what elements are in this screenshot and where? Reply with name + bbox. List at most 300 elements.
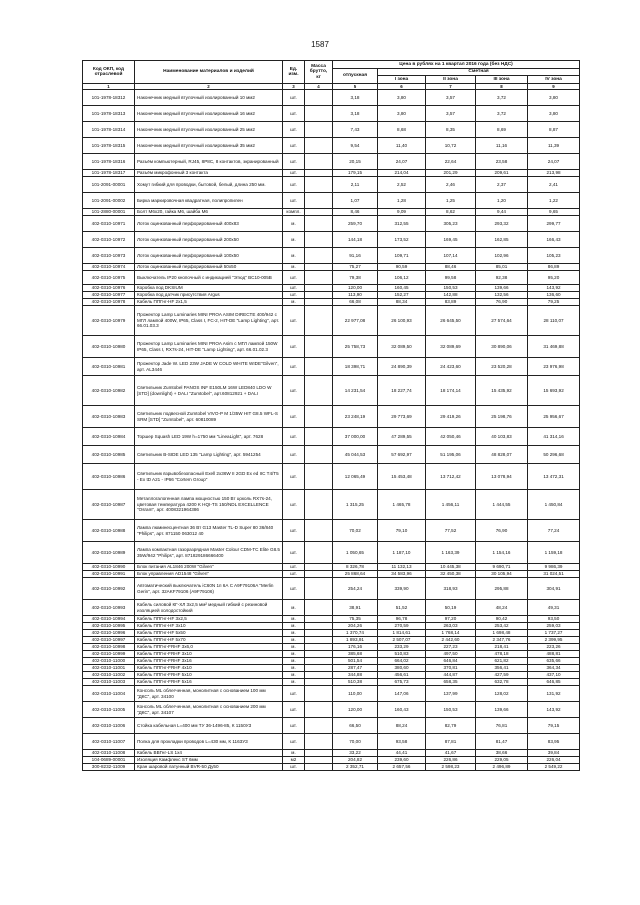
row-price-zone2: 51 195,06 <box>426 446 476 464</box>
row-code: 402-0310-10992 <box>83 578 135 600</box>
row-unit: м. <box>283 616 305 623</box>
row-price-zone1: 109,71 <box>378 248 426 264</box>
row-name: Кабель ППГнг-FRHF 5х16 <box>135 679 283 686</box>
row-price-zone2: 32 089,69 <box>426 336 476 358</box>
row-price-zone1: 270,59 <box>378 623 426 630</box>
row-price-zone1: 18 227,74 <box>378 376 426 406</box>
row-unit: м. <box>283 630 305 637</box>
row-name: Кабель силовой КГ-ХЛ 3х2,5 мм² медный гибкий с резиновой изоляцией холодостойкий <box>135 600 283 616</box>
row-price-zone4: 41 314,16 <box>528 428 580 446</box>
row-name: Болт М6х20, гайка М6, шайба М6 <box>135 209 283 216</box>
row-unit: шт. <box>283 564 305 571</box>
col-zone3-header: III зона <box>476 76 528 84</box>
table-row <box>83 623 580 630</box>
row-mass <box>305 271 333 285</box>
col-release-header: отпускная <box>333 69 378 84</box>
table-row <box>83 264 580 271</box>
row-price-zone1: 2,52 <box>378 177 426 193</box>
row-price-release: 501,54 <box>333 658 378 665</box>
row-price-zone3: 295,88 <box>476 578 528 600</box>
col-mass-header: Масса брутто, кг <box>305 61 333 84</box>
row-name: Лоток оцинкованный перфорированный 400х83 <box>135 216 283 232</box>
column-index: 1 <box>83 84 135 90</box>
row-mass <box>305 358 333 376</box>
row-price-zone4: 93,50 <box>528 616 580 623</box>
row-price-zone3: 15 435,92 <box>476 376 528 406</box>
row-price-zone4: 8,87 <box>528 122 580 138</box>
row-unit: м. <box>283 672 305 679</box>
row-price-zone2: 18 174,14 <box>426 376 476 406</box>
row-price-zone1: 147,06 <box>378 686 426 702</box>
table-row <box>83 651 580 658</box>
row-mass <box>305 248 333 264</box>
row-unit: шт. <box>283 193 305 209</box>
row-price-zone1: 34 583,96 <box>378 571 426 578</box>
row-code: 101-1978-18314 <box>83 122 135 138</box>
row-mass <box>305 264 333 271</box>
table-row <box>83 336 580 358</box>
row-price-zone3: 9,44 <box>476 209 528 216</box>
row-price-zone1: 233,29 <box>378 644 426 651</box>
row-name: Наконечник медный втулочный изолированный 25 мм2 <box>135 122 283 138</box>
row-price-zone1: 96,78 <box>378 616 426 623</box>
row-mass <box>305 90 333 106</box>
row-code: 101-1978-18313 <box>83 106 135 122</box>
row-price-zone4: 304,91 <box>528 578 580 600</box>
row-price-zone4: 25 956,67 <box>528 406 580 428</box>
row-price-release: 70,00 <box>333 734 378 750</box>
row-name: Кабель ППГнг-HF 5х70 <box>135 637 283 644</box>
row-unit: шт. <box>283 686 305 702</box>
row-price-zone2: 41,67 <box>426 750 476 757</box>
row-price-zone3: 427,59 <box>476 672 528 679</box>
row-name: Кабель ППГнг-FRHF 4х10 <box>135 665 283 672</box>
table-row <box>83 718 580 734</box>
row-price-release: 120,00 <box>333 285 378 292</box>
table-row <box>83 665 580 672</box>
table-row <box>83 764 580 771</box>
row-price-zone3: 293,32 <box>476 216 528 232</box>
table-row <box>83 637 580 644</box>
row-price-zone1: 44,41 <box>378 750 426 757</box>
column-index: 9 <box>528 84 580 90</box>
row-price-zone3: 218,41 <box>476 644 528 651</box>
table-row <box>83 271 580 285</box>
row-name: Светильник взрывобезопасный Exell 2х36W II 2GD Ex ed IIC T4/T5 - Ex tD A21 - IP66 "Cortem Group" <box>135 464 283 490</box>
row-price-zone4: 28 110,07 <box>528 306 580 336</box>
row-mass <box>305 616 333 623</box>
row-price-release: 8 326,78 <box>333 564 378 571</box>
row-unit: шт. <box>283 464 305 490</box>
row-mass <box>305 564 333 571</box>
row-mass <box>305 122 333 138</box>
row-price-release: 204,82 <box>333 757 378 764</box>
row-price-zone1: 173,52 <box>378 232 426 248</box>
row-price-zone2: 2 442,60 <box>426 637 476 644</box>
row-price-release: 1 050,65 <box>333 542 378 564</box>
row-price-zone1: 88,34 <box>378 299 426 306</box>
row-mass <box>305 193 333 209</box>
row-price-zone2: 88,46 <box>426 264 476 271</box>
row-mass <box>305 630 333 637</box>
row-price-zone4: 83,95 <box>528 734 580 750</box>
row-unit: м. <box>283 658 305 665</box>
table-row <box>83 757 580 764</box>
row-price-zone4: 3,80 <box>528 90 580 106</box>
row-mass <box>305 644 333 651</box>
row-price-zone4: 364,34 <box>528 665 580 672</box>
row-code: 402-0310-10971 <box>83 216 135 232</box>
row-mass <box>305 672 333 679</box>
row-unit: шт. <box>283 428 305 446</box>
row-code: 101-2091-00002 <box>83 193 135 209</box>
row-unit: шт. <box>283 718 305 734</box>
row-price-zone1: 15 453,48 <box>378 464 426 490</box>
row-price-release: 66,08 <box>333 299 378 306</box>
row-price-zone4: 213,98 <box>528 170 580 177</box>
column-index: 3 <box>283 84 305 90</box>
row-code: 402-0310-10979 <box>83 306 135 336</box>
row-price-zone2: 370,81 <box>426 665 476 672</box>
row-name: Кабель ППГнг-FRHF 3х16 <box>135 658 283 665</box>
col-name-header: Наименование материалов и изделий <box>135 61 283 84</box>
row-price-zone4: 77,24 <box>528 520 580 542</box>
row-mass <box>305 406 333 428</box>
row-price-zone1: 11 132,13 <box>378 564 426 571</box>
row-code: 402-0310-10988 <box>83 520 135 542</box>
row-price-zone3: 229,05 <box>476 757 528 764</box>
row-price-release: 3,18 <box>333 90 378 106</box>
table-row <box>83 520 580 542</box>
row-price-release: 344,88 <box>333 672 378 679</box>
row-name: Наконечник медный втулочный изолированный 16 мм2 <box>135 106 283 122</box>
row-price-zone4: 223,26 <box>528 644 580 651</box>
row-price-zone4: 11,39 <box>528 138 580 154</box>
row-code: 402-0310-10994 <box>83 616 135 623</box>
row-price-zone4: 24,07 <box>528 154 580 170</box>
row-price-zone2: 2 598,23 <box>426 764 476 771</box>
row-code: 101-1978-18312 <box>83 90 135 106</box>
row-price-release: 510,38 <box>333 679 378 686</box>
row-unit: шт. <box>283 154 305 170</box>
col-estimate-header: Сметная <box>378 69 580 76</box>
row-price-zone4: 50 296,68 <box>528 446 580 464</box>
row-price-release: 23 248,19 <box>333 406 378 428</box>
row-code: 101-2091-00001 <box>83 177 135 193</box>
table-row <box>83 428 580 446</box>
row-price-zone3: 48,24 <box>476 600 528 616</box>
row-price-zone3: 1,20 <box>476 193 528 209</box>
row-unit: шт. <box>283 764 305 771</box>
row-code: 402-0310-10985 <box>83 446 135 464</box>
row-price-zone2: 226,86 <box>426 757 476 764</box>
row-price-release: 3,18 <box>333 106 378 122</box>
row-price-zone3: 632,78 <box>476 679 528 686</box>
row-price-release: 45 044,53 <box>333 446 378 464</box>
row-unit: м. <box>283 264 305 271</box>
row-name: Коробка под DKSIUM <box>135 285 283 292</box>
row-code: 101-1978-18315 <box>83 138 135 154</box>
row-unit: м. <box>283 679 305 686</box>
price-table-body <box>83 90 580 771</box>
row-price-zone1: 79,10 <box>378 520 426 542</box>
row-name: Коробка под датчик присутствия Argus <box>135 292 283 299</box>
row-price-zone2: 97,20 <box>426 616 476 623</box>
row-code: 402-0310-10978 <box>83 299 135 306</box>
row-price-zone3: 1 444,55 <box>476 490 528 520</box>
row-price-zone2: 263,03 <box>426 623 476 630</box>
row-mass <box>305 336 333 358</box>
table-row <box>83 734 580 750</box>
row-mass <box>305 578 333 600</box>
row-mass <box>305 292 333 299</box>
row-price-zone3: 30 890,06 <box>476 336 528 358</box>
row-price-release: 120,00 <box>333 702 378 718</box>
row-price-zone3: 1 154,16 <box>476 542 528 564</box>
row-price-zone2: 10,72 <box>426 138 476 154</box>
row-price-zone3: 85,01 <box>476 264 528 271</box>
row-price-zone2: 87,81 <box>426 734 476 750</box>
row-mass <box>305 138 333 154</box>
row-price-zone4: 3,80 <box>528 106 580 122</box>
row-price-zone2: 1 768,14 <box>426 630 476 637</box>
row-price-zone3: 356,41 <box>476 665 528 672</box>
row-code: 402-0310-11005 <box>83 702 135 718</box>
row-price-zone4: 136,60 <box>528 292 580 299</box>
row-price-zone2: 3,57 <box>426 90 476 106</box>
row-price-zone2: 8,35 <box>426 122 476 138</box>
row-price-zone3: 23 520,28 <box>476 358 528 376</box>
table-row <box>83 750 580 757</box>
row-price-zone2: 150,53 <box>426 285 476 292</box>
row-unit: м. <box>283 637 305 644</box>
table-row <box>83 90 580 106</box>
table-row <box>83 248 580 264</box>
row-name: Стойка кабельная L=400 мм ТУ 36-1496-85, К 1150УЗ <box>135 718 283 734</box>
row-price-zone1: 214,04 <box>378 170 426 177</box>
row-unit: шт. <box>283 542 305 564</box>
row-unit: шт. <box>283 285 305 292</box>
row-price-zone4: 86,89 <box>528 264 580 271</box>
row-name: Разъём компьютерный, RJ45, 8P8C, 8 контактов, экранированный <box>135 154 283 170</box>
row-name: Лампа люминесцентная 36 Вт G13 Master TL-D Super 80 36/840 "Philips", арт. 871150 063012 40 <box>135 520 283 542</box>
row-price-zone2: 13 712,42 <box>426 464 476 490</box>
row-unit: шт. <box>283 571 305 578</box>
row-price-zone3: 2 347,76 <box>476 637 528 644</box>
row-name: Хомут гибкий для проводки, бытовой, белый, длина 250 мм. <box>135 177 283 193</box>
row-mass <box>305 734 333 750</box>
row-price-zone3: 1 698,48 <box>476 630 528 637</box>
row-price-zone3: 132,56 <box>476 292 528 299</box>
row-mass <box>305 446 333 464</box>
row-price-zone4: 9,65 <box>528 209 580 216</box>
row-name: Наконечник медный втулочный изолированный 10 мм2 <box>135 90 283 106</box>
row-price-release: 113,90 <box>333 292 378 299</box>
row-price-zone3: 139,66 <box>476 702 528 718</box>
table-row <box>83 209 580 216</box>
table-row <box>83 686 580 702</box>
row-price-zone2: 137,99 <box>426 686 476 702</box>
row-price-zone1: 339,90 <box>378 578 426 600</box>
row-unit: шт. <box>283 177 305 193</box>
row-price-zone3: 81,47 <box>476 734 528 750</box>
row-price-zone1: 1 814,61 <box>378 630 426 637</box>
row-price-zone3: 76,90 <box>476 520 528 542</box>
row-price-zone4: 646,85 <box>528 679 580 686</box>
row-name: Светильник подвесной Zumtobel VIVO-P M 1/35W HIT G8.5 WFL-S SRM [STD] "Zumtobel", арт. 60810089 <box>135 406 283 428</box>
row-price-zone4: 1 737,27 <box>528 630 580 637</box>
row-code: 402-0310-10996 <box>83 630 135 637</box>
row-code: 402-0310-10998 <box>83 644 135 651</box>
row-price-release: 66,50 <box>333 718 378 734</box>
row-price-zone4: 1 159,18 <box>528 542 580 564</box>
row-name: Лоток оцинкованный перфорированный 200х50 <box>135 232 283 248</box>
row-price-zone1: 51,52 <box>378 600 426 616</box>
row-price-release: 22 977,08 <box>333 306 378 336</box>
row-mass <box>305 154 333 170</box>
row-price-zone4: 79,15 <box>528 718 580 734</box>
row-mass <box>305 464 333 490</box>
row-price-zone4: 13 472,31 <box>528 464 580 490</box>
table-row <box>83 358 580 376</box>
row-price-zone4: 2 549,22 <box>528 764 580 771</box>
row-code: 402-0310-10997 <box>83 637 135 644</box>
row-price-zone2: 42 050,46 <box>426 428 476 446</box>
page-number: 1587 <box>311 40 329 49</box>
row-price-release: 75,35 <box>333 616 378 623</box>
row-price-zone3: 90,42 <box>476 616 528 623</box>
row-price-zone4: 143,92 <box>528 702 580 718</box>
row-price-zone2: 29 419,26 <box>426 406 476 428</box>
row-price-zone3: 253,42 <box>476 623 528 630</box>
row-price-release: 7,43 <box>333 122 378 138</box>
row-mass <box>305 623 333 630</box>
row-mass <box>305 490 333 520</box>
row-code: 101-1978-18316 <box>83 154 135 170</box>
row-unit: шт. <box>283 106 305 122</box>
row-mass <box>305 428 333 446</box>
row-code: 104-0689-00001 <box>83 757 135 764</box>
row-price-zone2: 32 450,38 <box>426 571 476 578</box>
row-mass <box>305 520 333 542</box>
table-row <box>83 490 580 520</box>
row-name: Блок питания AL1846 200W "Gilven" <box>135 564 283 571</box>
row-price-release: 38,91 <box>333 600 378 616</box>
row-name: Светильник B-SIDE LED 135 "Lamp Lighting", арт. 5941254 <box>135 446 283 464</box>
row-price-release: 259,70 <box>333 216 378 232</box>
row-price-release: 1 315,25 <box>333 490 378 520</box>
row-price-zone2: 77,52 <box>426 520 476 542</box>
row-price-release: 25 758,73 <box>333 336 378 358</box>
row-price-release: 179,15 <box>333 170 378 177</box>
row-price-zone2: 8,62 <box>426 209 476 216</box>
row-name: Лампа компактная газоразрядная Master Colour CDM-TC Elite G8.5 35W/942 "Philips", арт. 871829186666400 <box>135 542 283 564</box>
row-price-zone4: 1 450,84 <box>528 490 580 520</box>
row-mass <box>305 170 333 177</box>
row-price-release: 176,16 <box>333 644 378 651</box>
row-code: 402-0310-10977 <box>83 292 135 299</box>
row-mass <box>305 216 333 232</box>
row-price-zone4: 9 986,39 <box>528 564 580 571</box>
table-row <box>83 106 580 122</box>
table-row <box>83 644 580 651</box>
row-price-zone1: 664,02 <box>378 658 426 665</box>
row-name: Прожектор Lamp Luminaries MINI PROA ASIM DIRECTE 400/942 с МГЛ лампой 400W, IP65, Class I, FC-2, HIT-DE "Lamp Lighting", арт. 66.01.03.3 <box>135 306 283 336</box>
row-unit: шт. <box>283 406 305 428</box>
table-row <box>83 170 580 177</box>
row-unit: шт. <box>283 490 305 520</box>
row-price-zone1: 1 187,10 <box>378 542 426 564</box>
col-zone4-header: IV зона <box>528 76 580 84</box>
row-price-zone4: 299,77 <box>528 216 580 232</box>
row-price-zone3: 38,66 <box>476 750 528 757</box>
price-table <box>82 60 580 771</box>
row-price-zone3: 2 496,89 <box>476 764 528 771</box>
row-unit: м2 <box>283 757 305 764</box>
row-price-zone1: 47 289,55 <box>378 428 426 446</box>
row-price-zone3: 76,90 <box>476 299 528 306</box>
table-row <box>83 292 580 299</box>
table-row <box>83 306 580 336</box>
row-name: Кабель ППГнг-FRHF 5х10 <box>135 672 283 679</box>
row-unit: шт. <box>283 306 305 336</box>
row-code: 402-0310-10974 <box>83 264 135 271</box>
row-price-zone3: 40 103,83 <box>476 428 528 446</box>
row-name: Кабель ППГнг-HF 3х2,5 <box>135 616 283 623</box>
row-mass <box>305 232 333 248</box>
row-mass <box>305 764 333 771</box>
table-row <box>83 679 580 686</box>
row-code: 402-0310-10983 <box>83 406 135 428</box>
row-price-release: 287,47 <box>333 665 378 672</box>
row-name: Выключатель IP20 кнопочный с индикацией "Этюд" BC10-005В <box>135 271 283 285</box>
row-price-zone3: 25 198,76 <box>476 406 528 428</box>
row-price-zone1: 29 773,69 <box>378 406 426 428</box>
row-code: 402-0310-11000 <box>83 658 135 665</box>
row-unit: шт. <box>283 358 305 376</box>
row-price-release: 2 352,71 <box>333 764 378 771</box>
row-price-zone2: 99,58 <box>426 271 476 285</box>
row-code: 402-0310-10991 <box>83 571 135 578</box>
row-code: 402-0310-11006 <box>83 718 135 734</box>
row-price-release: 33,22 <box>333 750 378 757</box>
row-unit: м. <box>283 232 305 248</box>
row-price-release: 79,38 <box>333 271 378 285</box>
row-unit: м. <box>283 644 305 651</box>
row-name: Автоматический выключатель iC60N 1п 6А C A9F79106A "Merlin Gerin", арт. 32AKF79106 (A9F79106) <box>135 578 283 600</box>
row-price-zone2: 83,89 <box>426 299 476 306</box>
row-price-zone1: 8,68 <box>378 122 426 138</box>
row-price-zone1: 11,40 <box>378 138 426 154</box>
row-name: Прожектор Jade W. LED 23W JADE W COLD WHITE WIDE"Gilven", арт. AL3446 <box>135 358 283 376</box>
row-price-zone3: 30 105,94 <box>476 571 528 578</box>
row-name: Наконечник медный втулочный изолированный 35 мм2 <box>135 138 283 154</box>
table-row <box>83 193 580 209</box>
row-price-zone3: 3,72 <box>476 106 528 122</box>
row-price-zone2: 305,23 <box>426 216 476 232</box>
column-index: 4 <box>305 84 333 90</box>
table-row <box>83 564 580 571</box>
row-price-zone4: 2 399,95 <box>528 637 580 644</box>
row-price-zone1: 1 465,78 <box>378 490 426 520</box>
row-price-zone3: 139,66 <box>476 285 528 292</box>
row-name: Металлогалогенная лампа мощностью 150 Вт цоколь RX7s-24, цветовая температура 4200 K HQI-TS 150/NDL EXCELLENCE "Osram", арт. 4008321964386 <box>135 490 283 520</box>
row-price-release: 8,46 <box>333 209 378 216</box>
table-row <box>83 406 580 428</box>
row-unit: шт. <box>283 271 305 285</box>
row-price-zone1: 106,12 <box>378 271 426 285</box>
row-code: 402-0310-10993 <box>83 600 135 616</box>
